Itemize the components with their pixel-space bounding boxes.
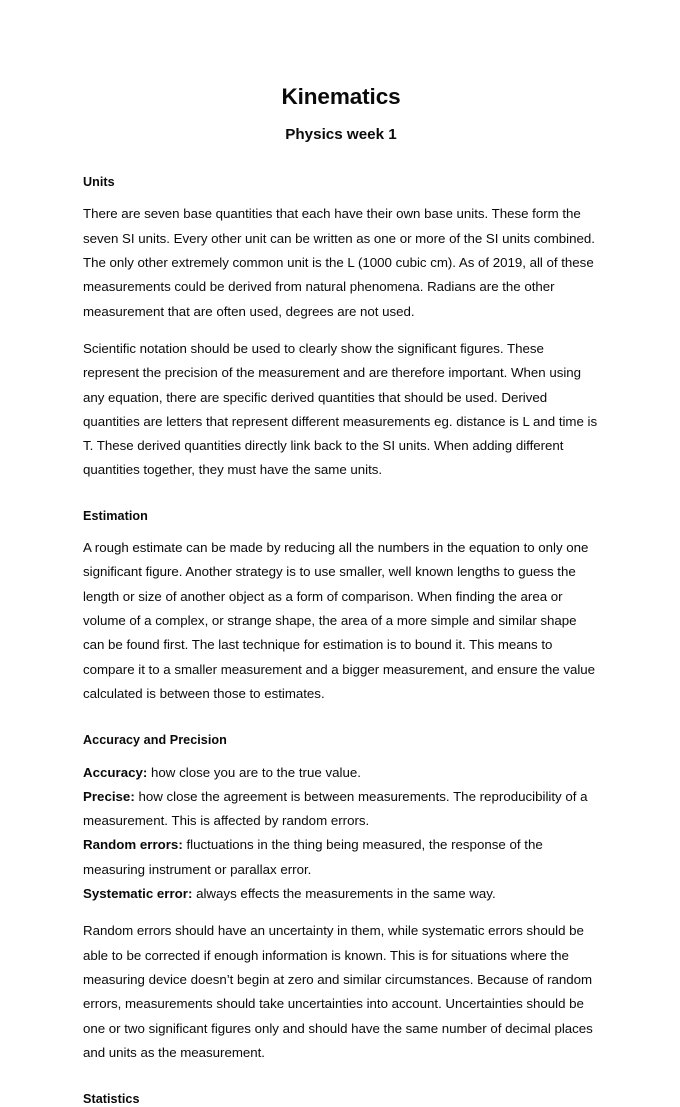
definition-item — [83, 785, 599, 834]
definition-term: Systematic error: — [83, 886, 193, 902]
definition-list-accuracy — [83, 749, 599, 907]
paragraph-uncertainty: Random errors should have an uncertainty in them, while systematic errors should be able to be corrected if enough information is known. This is for situations where the measuring device doesn’t begin at zero and similar circumstances. Because of random errors, measurements should take uncertainties into account. Uncertainties should be one or two significant figures only and should have the same number of decimal places and units as the measurement. — [83, 923, 593, 1060]
definition-term: Random errors: — [83, 837, 183, 853]
definition-item — [83, 761, 599, 785]
paragraph-units-2: Scientific notation should be used to clearly show the significant figures. These represent the precision of the measurement and are therefore important. When using any equation, there are specific derived quantities that should be used. Derived quantities are letters that represent different measurements eg. distance is L and time is T. These derived quantities directly link back to the SI units. When adding different quantities together, they must have the same units. — [83, 340, 598, 478]
paragraph-units-1: There are seven base quantities that each have their own base units. These form the seven SI units. Every other unit can be written as one or more of the SI units combined. The only other extremely common unit is the L (1000 cubic cm). As of 2019, all of these measurements could be derived from natural phenomena. Radians are the other measurement that are often used, degrees are not used. — [83, 206, 595, 319]
definition-item — [83, 833, 599, 882]
definition-text: how close you are to the true value. — [147, 764, 361, 780]
definition-item — [83, 882, 599, 906]
definition-term: Precise: — [83, 788, 135, 804]
page-title: Kinematics — [281, 84, 401, 109]
definition-text: fluctuations in the thing being measured, the response of the measuring instrument or parallax error. — [83, 837, 543, 877]
section-heading-estimation: Estimation — [83, 508, 148, 523]
section-heading-statistics: Statistics — [83, 1092, 140, 1107]
section-heading-units: Units — [83, 175, 115, 190]
paragraph-estimation-1: A rough estimate can be made by reducing all the numbers in the equation to only one significant figure. Another strategy is to use smaller, well known lengths to guess the length or size of another object as a form of comparison. When finding the area or volume of a complex, or strange shape, the area of a more simple and similar shape can be found first. The last technique for estimation is to bound it. This means to compare it to a smaller measurement and a bigger measurement, and ensure the value calculated is between those to estimates. — [83, 540, 596, 701]
document-body — [83, 0, 599, 1107]
definition-term: Accuracy: — [83, 764, 148, 780]
page-subtitle: Physics week 1 — [285, 125, 397, 143]
section-heading-accuracy-and-precision: Accuracy and Precision — [83, 733, 227, 748]
definition-text: how close the agreement is between measurements. The reproducibility of a measurement. This is affected by random errors. — [83, 788, 588, 829]
definition-text: always effects the measurements in the same way. — [192, 886, 496, 902]
